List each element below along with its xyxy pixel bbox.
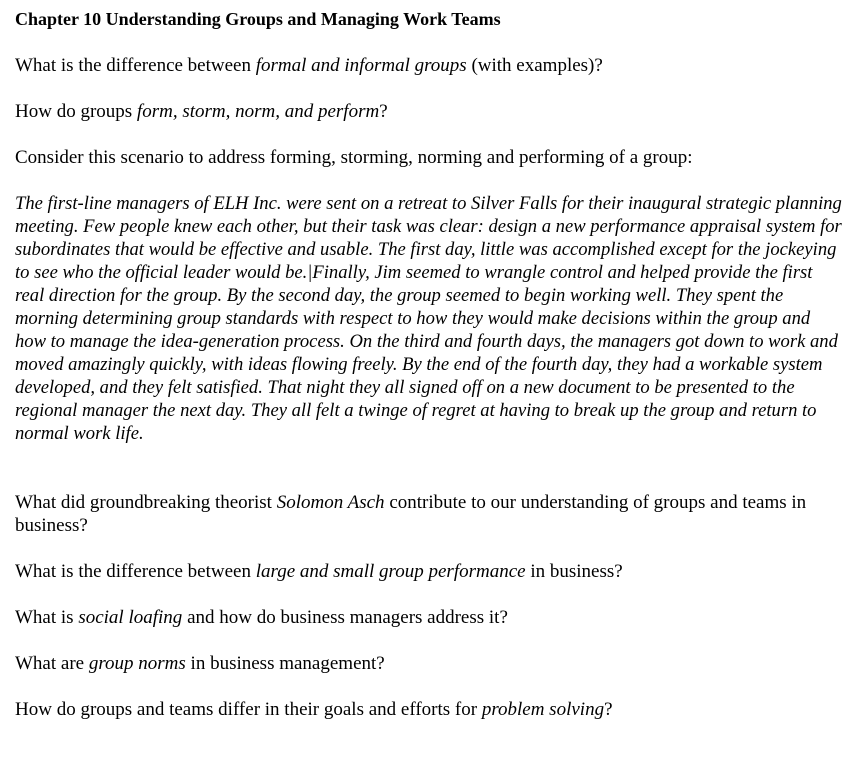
question-group-norms: What are group norms in business management? xyxy=(15,653,385,674)
question-problem-solving: How do groups and teams differ in their goals and efforts for problem solving? xyxy=(15,699,613,720)
scenario-intro: Consider this scenario to address forming, storming, norming and performing of a group: xyxy=(15,147,693,168)
chapter-heading: Chapter 10 Understanding Groups and Managing Work Teams xyxy=(15,9,501,29)
question-solomon-asch: What did groundbreaking theorist Solomon Asch contribute to our understanding of groups and teams in business? xyxy=(15,492,807,536)
question-group-size-performance: What is the difference between large and small group performance in business? xyxy=(15,561,623,582)
question-formal-informal-groups: What is the difference between formal and informal groups (with examples)? xyxy=(15,55,603,76)
document-page xyxy=(15,8,845,721)
question-group-stages: How do groups form, storm, norm, and perform? xyxy=(15,101,388,122)
scenario-text: The first-line managers of ELH Inc. were sent on a retreat to Silver Falls for their inaugural strategic planning meeting. Few people knew each other, but their task was clear: design a new performance appraisal system for subordinates that would be effective and usable. The first day, little was accomplished except for the jockeying to see who the official leader would be.|Finally, Jim seemed to wrangle control and helped provide the first real direction for the group. By the second day, the group seemed to begin working well. They spent the morning determining group standards with respect to how they would make decisions within the group and how to manage the idea-generation process. On the third and fourth days, the managers got down to work and moved amazingly quickly, with ideas flowing freely. By the end of the fourth day, they had a workable system developed, and they felt satisfied. That night they all signed off on a new document to be presented to the regional manager the next day. They all felt a twinge of regret at having to break up the group and return to normal work life. xyxy=(15,193,842,444)
question-social-loafing: What is social loafing and how do business managers address it? xyxy=(15,607,508,628)
